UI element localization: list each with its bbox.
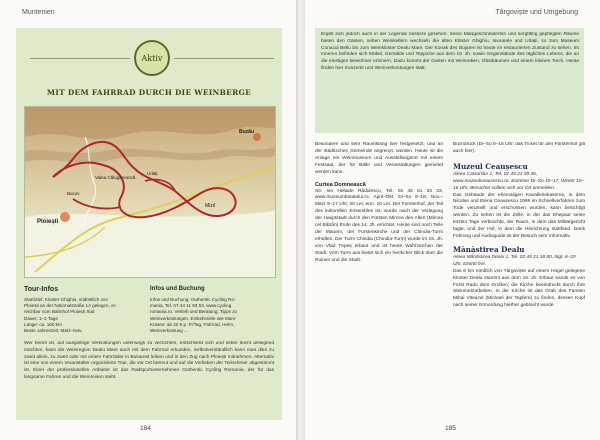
tour-info-list (24, 297, 142, 334)
right-running-head: Târgoviște und Umgebung (495, 9, 578, 16)
route-map (24, 106, 276, 278)
dealu-text: Das 6 km nördlich von Târgoviște auf einem Hügel gelegene Kloster Dealu stammt aus dem 15. Jh. Erbaut wurde es von Fürst Radu dem Großen; die Kirche beeindruckt durch ihre Steinmetzarbeiten. In der Kirche ist das Grab des Fürsten Mihai Viteazul (Michael der Tapfere) zu finden, dessen Kopf nach seiner Ermordung hierher gebracht wurde. (453, 268, 585, 309)
badge-rule-left (30, 58, 130, 59)
col-left-text: Str. Ion Heliade Rădulescu, Tel. 02 45 61 33 33, www.muzeumbotatului.ro, April–Okt. Di–So 9–18, Nov.–März 9–17 Uhr, 20 Lei, erm. 10 Lei. Der Fürstenhof, der Teil des kulturellen Ensembles ist, wurde nach der Verlegung der Hauptstadt durch den Fürsten Mircea den Alten (Mircea cel Bătrân) Ende des 14. Jh. errichtet. Heute sind noch Teile der Mauern, der Fürstenkirche und der Chindia-Turm erhalten. Der Turm Chindia (Chindia-Turm) wurde im 15. Jh. von Vlad Țepeș erbaut und ist heute Wahrzeichen der Stadt. Vom Turm aus bietet sich ein herrlicher Blick über die Ruinen und die Stadt. (315, 188, 443, 263)
box-title: MIT DEM FAHRRAD DURCH DIE WEINBERGE (46, 88, 252, 97)
col-left-intro: Besondere und sehr Raumklang hier festgesetzt, und an der städtischen Gemeinde angrenzt, werden. Heute ist die Anlage ein Weinmuseum und Ausstellungsort mit einem Festsaal, der für Bälle und Veranstaltungen gemietet werden kann. (315, 142, 443, 175)
tour-info-heading: Tour-Infos (24, 286, 59, 293)
tour-info-line: Ploiești an der Nationalstraße 1A gelegen, er- (24, 303, 117, 309)
badge-rule-right (174, 58, 274, 59)
map-label-buzau: Buzău (239, 129, 254, 135)
map-graphic (25, 107, 275, 277)
ceausescu-text: Das Gebäude der ehemaligen Kavalleriekaserne, in dem Nicolae und Elena Ceaușescu 1989 im Schnellverfahren zum Tode verurteilt und erschossen wurden, kann besichtigt werden. Zu sehen ist die Zelle, in der das Ehepaar seine letzten Tage verbrachte, der Raum, in dem das Militärgericht tagte, und der Hof, in dem die Hinrichtung stattfand. Dank Führung und Audioguide ist der Besuch sehr informativ. (453, 192, 585, 239)
col-right-intro: Buchdruck (Di–So 8–16 Uhr, das Ticket für den Fürstenhof gilt auch hier). (453, 142, 585, 154)
booking-line: Weinverkostungen, Einkehrziele wie Mani- (150, 315, 237, 321)
dealu-meta: Aleea Mănăstirea Dealu 1, Tel. 02 45 21 18 80, tägl. 8–20 Uhr, Eintritt frei. (453, 254, 576, 267)
tour-info-line: Start/Ziel: Kloster Ghighiu, südöstlich von (24, 297, 109, 302)
map-label-ploiesti: Ploiești (37, 219, 59, 225)
map-label-valea: Valea Călugărească (95, 175, 136, 180)
left-page (0, 0, 299, 440)
book-gutter (296, 0, 305, 440)
right-folio: 185 (445, 425, 456, 432)
tour-info-line: reichbar vom Bahnhof Ploiești Süd (24, 309, 95, 315)
right-column-right (453, 142, 585, 422)
subhead-ceausescu: Muzeul Ceaușescu (453, 161, 528, 171)
booking-line: mania, Tel. 07 44 11 93 53, www.cycling (150, 303, 232, 309)
left-running-head: Muntenien (22, 9, 55, 16)
subhead-curtea: Curtea Domnească (315, 181, 366, 188)
infos-booking-heading: Infos und Buchung (150, 286, 205, 292)
left-folio: 184 (140, 425, 151, 432)
ceausescu-meta: Aleea Castanilor 1, Tel. 02 45 21 39 46, www.muzeulceausescu.ro. Sommer Di–So 10–17, Winter 10–16 Uhr; Besucher sollten sich vor Ort anmelden. (453, 171, 585, 191)
right-page (301, 0, 600, 440)
tour-info-line: Länge: ca. 160 km (24, 321, 62, 327)
booking-line: Kosten: ab 20 € p. P./Tag, Fahrrad, Helm, (150, 321, 235, 327)
booking-line: Weinverkostung … (150, 328, 189, 334)
map-label-urlati: Urlați (147, 171, 158, 176)
right-column-left (315, 142, 443, 422)
map-label-mizil: Mizil (205, 203, 215, 209)
booking-line: Infos und Buchung: Outhentic Cycling Ro- (150, 297, 236, 302)
booking-line: romania.ro. Verleih und Beratung; Tipps zu (150, 309, 238, 315)
infos-booking-list (150, 297, 274, 334)
subhead-dealu: Mănăstirea Dealu (453, 244, 525, 254)
aktiv-badge: Aktiv (134, 40, 170, 76)
tour-info-line: Dauer: 1–2 Tage (24, 315, 58, 321)
highlight-text: Ergibt sich jedoch auch in der Legende bessere gesehen. Seine Maßgeschneiderten und sorgfältig gepflegten Räume bieten den Gästen, neben Weinkellern wechseln die alten Klöster Ghighiu, Isvoarele und Urlații, so zum Museum Conacul Bellu bis zum Weinkloster Dealu Mare. Der Konak des Bojaren ist heute im restaurierten Zustand zu sehen. Im Inneren befinden sich Möbel, Gemälde und Teppiche aus dem 19. Jh. sowie Gegenstände des täglichen Lebens, die an die einstigen Bewohner erinnern. Dazu kommt der Garten mit Weinreben, Obstbäumen und einem kleinen Teich. Heute finden hier Konzerte und Weinverkostungen statt. (321, 32, 579, 71)
tour-info-line: Beste Jahreszeit: März–Nov. (24, 328, 83, 334)
map-label-bucov: Bucov (67, 191, 80, 196)
box-body-text: Wer bereit ist, auf ausgiebige Verkostungen unterwegs zu verzichten, entschließt sich und lieber leicht anliegend möchten, kann die Weinregion Dealu Mare auch mit dem Fahrrad erkunden. Selbstverständlich kann man dies zu zweit allein, zu zweit oder mit einem Fahrräder in Bukarest leihen und in den Zug nach Ploiești mitnehmen. Alternativ ist eine von einem Veranstalter organisierte Tour, die vor Ort betreut und auf die Vorlieben der Teilnehmer abgestimmt ist. Einer der professionellen Anbieter ist das Radsportunternehmen Outhentic Cycling Romania, der für das langsame Fahren und die Weinreisen steht. (24, 341, 274, 380)
